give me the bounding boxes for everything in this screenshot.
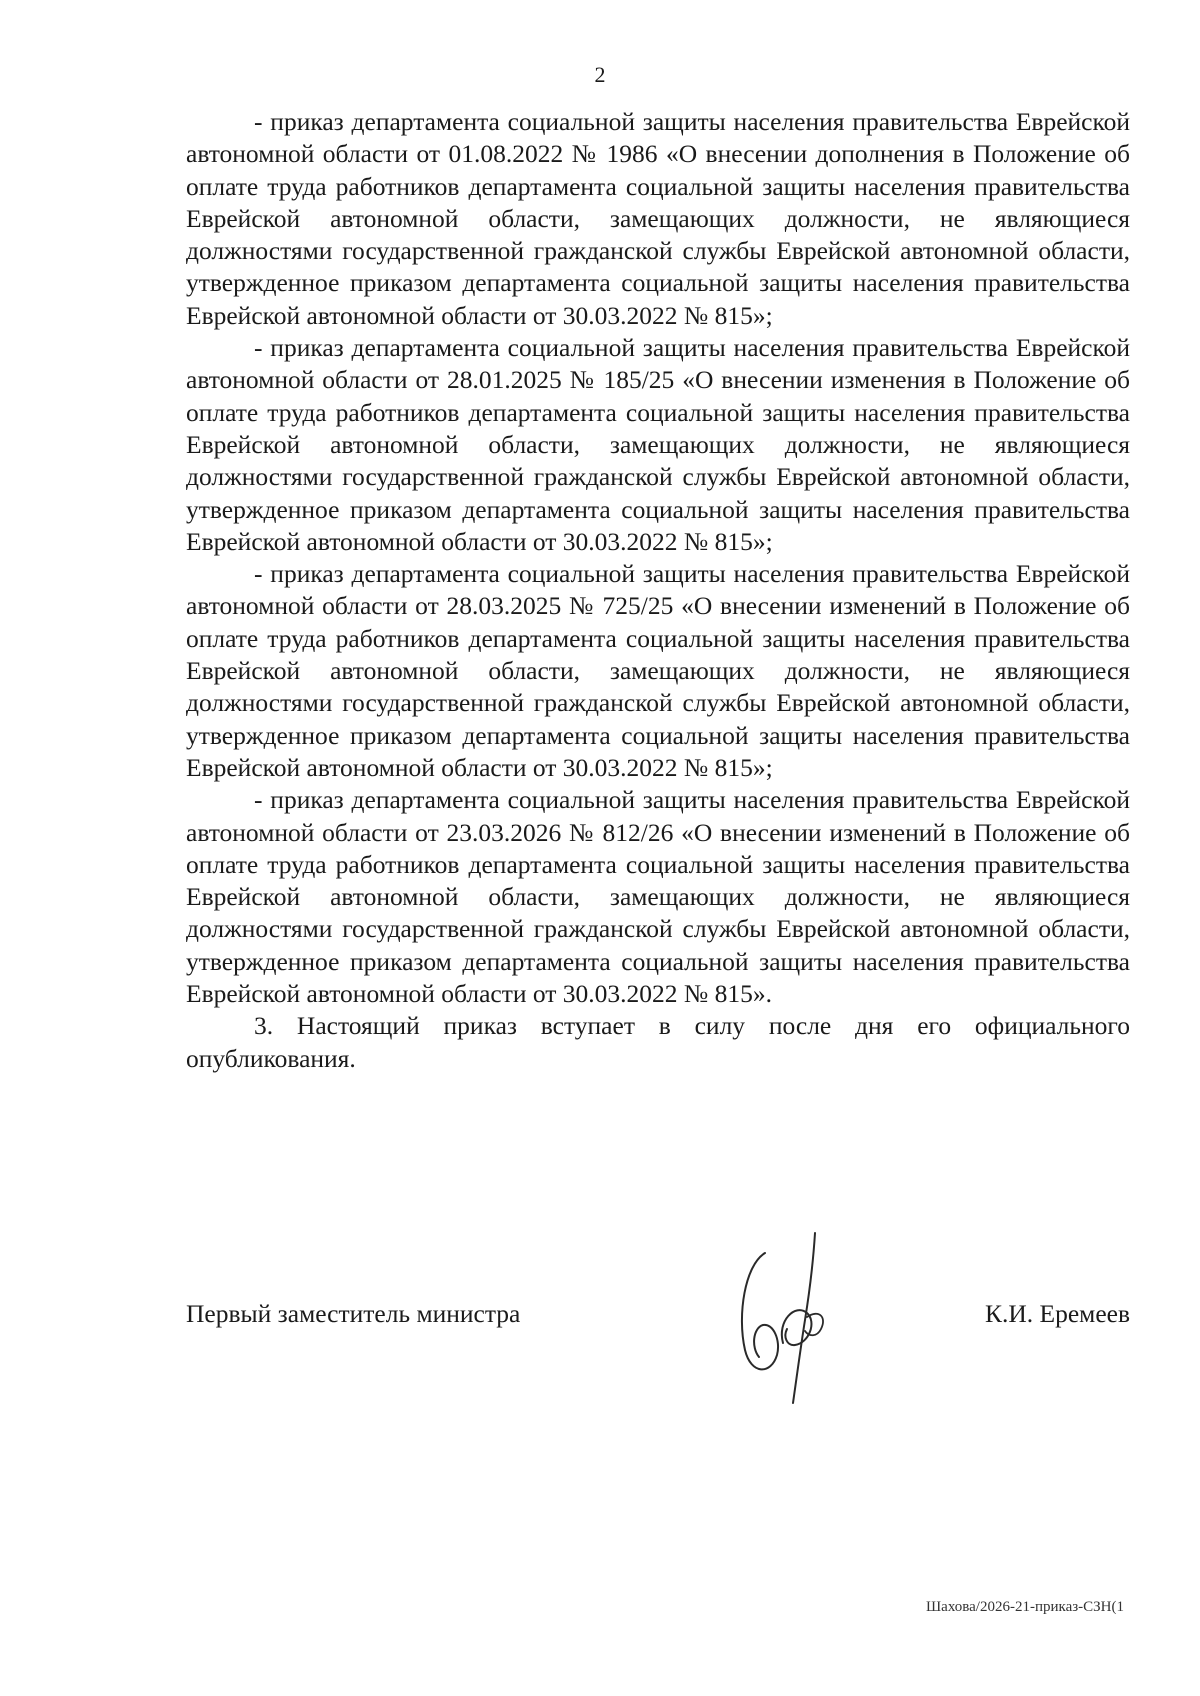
document-reference-code: Шахова/2026-21-приказ-СЗН(1	[926, 1599, 1124, 1615]
paragraph-amendment-3: - приказ департамента социальной защиты населения правительства Еврейской автономной области от 28.03.2025 № 725/25 «О внесении изменений в Положение об оплате труда работников департамента социальной защиты населения правительства Еврейской автономной области, замещающих должности, не являющиеся должностями государственной гражданской службы Еврейской автономной области, утвержденное приказом департамента социальной защиты населения правительства Еврейской автономной области от 30.03.2022 № 815»;	[186, 559, 1130, 782]
paragraph-amendment-4: - приказ департамента социальной защиты населения правительства Еврейской автономной области от 23.03.2026 № 812/26 «О внесении изменений в Положение об оплате труда работников департамента социальной защиты населения правительства Еврейской автономной области, замещающих должности, не являющиеся должностями государственной гражданской службы Еврейской автономной области, утвержденное приказом департамента социальной защиты населения правительства Еврейской автономной области от 30.03.2022 № 815».	[186, 785, 1130, 1009]
paragraph-amendment-2: - приказ департамента социальной защиты населения правительства Еврейской автономной области от 28.01.2025 № 185/25 «О внесении изменения в Положение об оплате труда работников департамента социальной защиты населения правительства Еврейской автономной области, замещающих должности, не являющиеся должностями государственной гражданской службы Еврейской автономной области, утвержденное приказом департамента социальной защиты населения правительства Еврейской автономной области от 30.03.2022 № 815»;	[186, 333, 1130, 556]
document-body	[186, 106, 1130, 1075]
signature-block	[186, 1298, 1130, 1338]
handwritten-signature	[735, 1225, 845, 1405]
signatory-name: К.И. Еремеев	[984, 1299, 1130, 1328]
paragraph-effective-date: 3. Настоящий приказ вступает в силу после дня его официального опубликования.	[186, 1011, 1130, 1073]
page-number: 2	[594, 62, 606, 87]
signatory-position: Первый заместитель министра	[186, 1299, 521, 1328]
paragraph-amendment-1: - приказ департамента социальной защиты населения правительства Еврейской автономной области от 01.08.2022 № 1986 «О внесении дополнения в Положение об оплате труда работников департамента социальной защиты населения правительства Еврейской автономной области, замещающих должности, не являющиеся должностями государственной гражданской службы Еврейской автономной области, утвержденное приказом департамента социальной защиты населения правительства Еврейской автономной области от 30.03.2022 № 815»;	[186, 107, 1130, 330]
